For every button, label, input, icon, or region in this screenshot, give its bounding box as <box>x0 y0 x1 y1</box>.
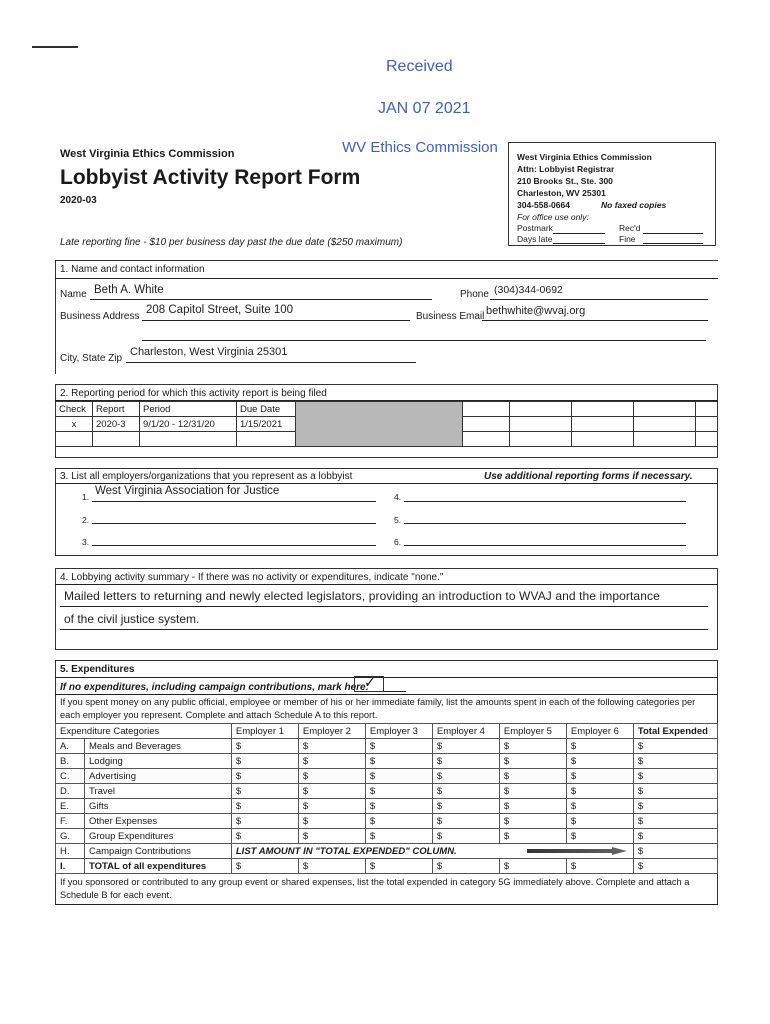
employer-6-line[interactable] <box>404 545 686 546</box>
currency-sign: $ <box>570 755 577 767</box>
total-expended-cell[interactable] <box>633 799 717 814</box>
section-1-heading: 1. Name and contact information <box>60 264 205 275</box>
no-fax-note: No faxed copies <box>601 200 667 210</box>
fine-line <box>643 243 703 244</box>
org-name: West Virginia Ethics Commission <box>60 148 235 160</box>
no-expenditures-label: If no expenditures, including campaign contributions, mark here: <box>60 682 369 693</box>
employer-4-cell[interactable] <box>432 814 499 829</box>
period-blank <box>463 432 510 447</box>
employer-4-cell[interactable] <box>432 829 499 844</box>
employer-1-cell[interactable] <box>231 799 298 814</box>
currency-sign: $ <box>570 740 577 752</box>
currency-sign: $ <box>235 830 242 842</box>
fine-label: Fine <box>619 234 636 244</box>
total-expended[interactable] <box>633 859 717 874</box>
row-label: Campaign Contributions <box>85 844 232 859</box>
employer-5-cell[interactable] <box>499 739 566 754</box>
currency-sign: $ <box>369 860 376 872</box>
campaign-note-text: LIST AMOUNT IN "TOTAL EXPENDED" COLUMN. <box>235 845 457 857</box>
expenditure-row <box>56 769 718 784</box>
currency-sign: $ <box>302 755 309 767</box>
currency-sign: $ <box>570 815 577 827</box>
currency-sign: $ <box>302 800 309 812</box>
employer-6-cell[interactable] <box>566 814 633 829</box>
activity-summary-line-2[interactable]: of the civil justice system. <box>64 612 200 626</box>
redacted-area <box>296 402 463 447</box>
currency-sign: $ <box>637 770 644 782</box>
employer-1-cell[interactable] <box>231 739 298 754</box>
employer-3-cell[interactable] <box>365 799 432 814</box>
employer-2-cell[interactable] <box>298 739 365 754</box>
section-5-bottom <box>55 904 718 905</box>
currency-sign: $ <box>637 845 644 857</box>
late-fine-note: Late reporting fine - $10 per business day past the due date ($250 maximum) <box>60 237 403 248</box>
currency-sign: $ <box>302 830 309 842</box>
address-phone: 304-558-0664 <box>517 200 570 210</box>
section-5-divider <box>55 677 718 678</box>
employer-2-cell[interactable] <box>298 754 365 769</box>
currency-sign: $ <box>503 800 510 812</box>
row-label: Gifts <box>85 799 232 814</box>
total-employer-6[interactable] <box>566 859 633 874</box>
section-3-note: Use additional reporting forms if necessary. <box>484 471 693 482</box>
currency-sign: $ <box>637 755 644 767</box>
currency-sign: $ <box>637 785 644 797</box>
arrow-icon <box>527 847 627 855</box>
city-state-zip-line <box>126 362 416 363</box>
period-report: 2020-3 <box>93 417 140 432</box>
campaign-contributions-row <box>56 844 718 859</box>
address-box <box>508 142 716 246</box>
currency-sign: $ <box>369 785 376 797</box>
total-expended-cell[interactable] <box>633 739 717 754</box>
city-state-zip-label: City, State Zip <box>60 353 123 364</box>
city-state-zip-value[interactable]: Charleston, West Virginia 25301 <box>130 346 288 358</box>
employer-5-num: 5. <box>394 515 402 525</box>
employer-6-cell[interactable] <box>566 769 633 784</box>
period-blank <box>572 402 634 417</box>
period-blank <box>93 432 140 447</box>
currency-sign: $ <box>369 740 376 752</box>
currency-sign: $ <box>235 800 242 812</box>
total-expended-cell[interactable] <box>633 814 717 829</box>
row-letter: I. <box>56 859 85 874</box>
currency-sign: $ <box>369 830 376 842</box>
commission-stamp: WV Ethics Commission <box>342 139 498 156</box>
employer-1-line <box>92 501 376 502</box>
employer-2-cell[interactable] <box>298 814 365 829</box>
currency-sign: $ <box>302 785 309 797</box>
activity-line-2 <box>60 629 708 630</box>
page-title: Lobbyist Activity Report Form <box>60 166 361 189</box>
currency-sign: $ <box>302 860 309 872</box>
row-label: Advertising <box>85 769 232 784</box>
row-letter: E. <box>56 799 85 814</box>
days-late-line <box>553 243 605 244</box>
total-employer-5[interactable] <box>499 859 566 874</box>
name-label: Name <box>60 289 87 300</box>
employer-5-line[interactable] <box>404 523 686 524</box>
col-employer-5: Employer 5 <box>499 724 566 739</box>
currency-sign: $ <box>369 755 376 767</box>
col-categories: Expenditure Categories <box>56 724 232 739</box>
period-blank <box>572 432 634 447</box>
employer-1-num: 1. <box>82 492 90 502</box>
employer-5-cell[interactable] <box>499 814 566 829</box>
row-label: TOTAL of all expenditures <box>85 859 232 874</box>
business-email-value[interactable]: bethwhite@wvaj.org <box>486 305 586 317</box>
section-3-divider <box>55 483 718 484</box>
row-letter: G. <box>56 829 85 844</box>
total-employer-2[interactable] <box>298 859 365 874</box>
currency-sign: $ <box>235 770 242 782</box>
section-1-divider <box>55 278 718 279</box>
total-employer-4[interactable] <box>432 859 499 874</box>
phone-line <box>490 299 708 300</box>
total-row <box>56 859 718 874</box>
received-date-stamp: JAN 07 2021 <box>378 100 471 117</box>
employer-3-num: 3. <box>82 537 90 547</box>
total-expended-cell[interactable] <box>633 754 717 769</box>
currency-sign: $ <box>503 860 510 872</box>
employer-6-cell[interactable] <box>566 784 633 799</box>
address-line-1: West Virginia Ethics Commission <box>517 152 652 162</box>
employer-3-cell[interactable] <box>365 784 432 799</box>
recd-line <box>643 233 703 234</box>
employer-3-cell[interactable] <box>365 754 432 769</box>
period-period: 9/1/20 - 12/31/20 <box>140 417 237 432</box>
recd-label: Rec'd <box>619 223 641 233</box>
total-expended-cell[interactable] <box>633 829 717 844</box>
col-total-expended: Total Expended <box>633 724 717 739</box>
postmark-line <box>553 233 605 234</box>
currency-sign: $ <box>637 740 644 752</box>
expenditure-row <box>56 799 718 814</box>
currency-sign: $ <box>302 740 309 752</box>
employer-4-cell[interactable] <box>432 754 499 769</box>
employer-2-cell[interactable] <box>298 829 365 844</box>
phone-value[interactable]: (304)344-0692 <box>494 284 563 296</box>
row-label: Group Expenditures <box>85 829 232 844</box>
employer-4-line[interactable] <box>404 501 686 502</box>
name-value[interactable]: Beth A. White <box>94 284 164 296</box>
business-address-label: Business Address <box>60 311 140 322</box>
col-employer-2: Employer 2 <box>298 724 365 739</box>
currency-sign: $ <box>503 770 510 782</box>
office-use-label: For office use only: <box>517 212 589 222</box>
group-event-note: If you sponsored or contributed to any group event or shared expenses, list the total expended in category 5G immediately above. Complete and attach a Schedule B for each event. <box>60 877 690 900</box>
row-label: Travel <box>85 784 232 799</box>
row-label: Other Expenses <box>85 814 232 829</box>
period-blank <box>237 432 296 447</box>
row-letter: D. <box>56 784 85 799</box>
row-letter: B. <box>56 754 85 769</box>
period-col-report: Report <box>93 402 140 417</box>
employer-6-cell[interactable] <box>566 739 633 754</box>
expenditure-row <box>56 784 718 799</box>
currency-sign: $ <box>503 815 510 827</box>
period-check[interactable]: x <box>56 417 93 432</box>
employer-2-line[interactable] <box>92 523 376 524</box>
row-label: Meals and Beverages <box>85 739 232 754</box>
employer-3-line[interactable] <box>92 545 376 546</box>
period-blank <box>572 417 634 432</box>
employer-1-cell[interactable] <box>231 814 298 829</box>
currency-sign: $ <box>235 860 242 872</box>
employer-1-value[interactable]: West Virginia Association for Justice <box>95 485 280 497</box>
employer-3-cell[interactable] <box>365 769 432 784</box>
period-blank <box>510 432 572 447</box>
row-letter: F. <box>56 814 85 829</box>
currency-sign: $ <box>235 785 242 797</box>
activity-line-1 <box>60 606 708 607</box>
currency-sign: $ <box>436 830 443 842</box>
business-email-line <box>482 320 708 321</box>
postmark-label: Postmark <box>517 223 553 233</box>
scan-mark <box>32 46 78 48</box>
currency-sign: $ <box>235 755 242 767</box>
employer-4-cell[interactable] <box>432 769 499 784</box>
col-employer-6: Employer 6 <box>566 724 633 739</box>
period-blank <box>696 432 718 447</box>
business-address-line <box>142 320 410 321</box>
currency-sign: $ <box>369 770 376 782</box>
total-employer-1[interactable] <box>231 859 298 874</box>
employer-5-cell[interactable] <box>499 829 566 844</box>
section-2-heading: 2. Reporting period for which this activity report is being filed <box>60 388 327 399</box>
activity-summary-line-1[interactable]: Mailed letters to returning and newly elected legislators, providing an introduction to WVAJ and the importance <box>64 589 660 603</box>
currency-sign: $ <box>436 740 443 752</box>
employer-5-cell[interactable] <box>499 799 566 814</box>
expenditures-header-row <box>56 724 718 739</box>
phone-label: Phone <box>460 289 489 300</box>
row-label: Lodging <box>85 754 232 769</box>
section-3-heading: 3. List all employers/organizations that you represent as a lobbyist <box>60 471 353 482</box>
section-4-divider <box>55 584 718 585</box>
currency-sign: $ <box>503 830 510 842</box>
business-address-value[interactable]: 208 Capitol Street, Suite 100 <box>146 304 294 316</box>
period-blank <box>634 402 696 417</box>
currency-sign: $ <box>570 800 577 812</box>
no-expenditures-check-mark: ✓ <box>364 674 376 690</box>
currency-sign: $ <box>503 785 510 797</box>
col-employer-1: Employer 1 <box>231 724 298 739</box>
currency-sign: $ <box>637 830 644 842</box>
employer-6-cell[interactable] <box>566 754 633 769</box>
currency-sign: $ <box>302 815 309 827</box>
currency-sign: $ <box>503 740 510 752</box>
expenditure-row <box>56 739 718 754</box>
period-blank <box>510 402 572 417</box>
currency-sign: $ <box>436 860 443 872</box>
employer-2-cell[interactable] <box>298 784 365 799</box>
days-late-label: Days late <box>517 234 553 244</box>
col-employer-4: Employer 4 <box>432 724 499 739</box>
employer-4-cell[interactable] <box>432 739 499 754</box>
expenditures-table <box>55 723 718 874</box>
address-line-3: 210 Brooks St., Ste. 300 <box>517 176 613 186</box>
currency-sign: $ <box>436 815 443 827</box>
period-blank <box>510 417 572 432</box>
currency-sign: $ <box>637 800 644 812</box>
currency-sign: $ <box>369 815 376 827</box>
period-col-check: Check <box>56 402 93 417</box>
period-blank <box>696 417 718 432</box>
employer-5-cell[interactable] <box>499 769 566 784</box>
currency-sign: $ <box>302 770 309 782</box>
currency-sign: $ <box>436 755 443 767</box>
period-header-row <box>56 402 718 417</box>
address-line-4: Charleston, WV 25301 <box>517 188 606 198</box>
col-employer-3: Employer 3 <box>365 724 432 739</box>
currency-sign: $ <box>436 785 443 797</box>
form-code: 2020-03 <box>60 195 97 206</box>
total-expended-cell[interactable] <box>633 769 717 784</box>
address-line-2-field <box>142 340 706 341</box>
currency-sign: $ <box>235 740 242 752</box>
currency-sign: $ <box>570 830 577 842</box>
employer-5-cell[interactable] <box>499 754 566 769</box>
total-expended-cell[interactable] <box>633 784 717 799</box>
period-col-due-date: Due Date <box>237 402 296 417</box>
employer-2-num: 2. <box>82 515 90 525</box>
currency-sign: $ <box>369 800 376 812</box>
employer-1-cell[interactable] <box>231 784 298 799</box>
period-blank <box>463 417 510 432</box>
row-letter: A. <box>56 739 85 754</box>
currency-sign: $ <box>637 815 644 827</box>
employer-3-cell[interactable] <box>365 814 432 829</box>
currency-sign: $ <box>637 860 644 872</box>
period-blank <box>463 402 510 417</box>
no-exp-underline <box>384 691 406 692</box>
employer-3-cell[interactable] <box>365 829 432 844</box>
employer-2-cell[interactable] <box>298 769 365 784</box>
expenditure-row <box>56 814 718 829</box>
currency-sign: $ <box>436 770 443 782</box>
period-blank <box>634 417 696 432</box>
row-letter: H. <box>56 844 85 859</box>
total-employer-3[interactable] <box>365 859 432 874</box>
business-email-label: Business Email <box>416 311 485 322</box>
section-4-heading: 4. Lobbying activity summary - If there was no activity or expenditures, indicate "none." <box>60 572 444 583</box>
period-due-date: 1/15/2021 <box>237 417 296 432</box>
employer-1-cell[interactable] <box>231 754 298 769</box>
name-line <box>90 299 432 300</box>
currency-sign: $ <box>570 770 577 782</box>
currency-sign: $ <box>235 815 242 827</box>
employer-1-cell[interactable] <box>231 769 298 784</box>
expenditure-row <box>56 754 718 769</box>
currency-sign: $ <box>570 785 577 797</box>
employer-4-cell[interactable] <box>432 784 499 799</box>
currency-sign: $ <box>570 860 577 872</box>
employer-4-num: 4. <box>394 492 402 502</box>
period-blank <box>634 432 696 447</box>
period-check[interactable] <box>56 432 93 447</box>
section-5-heading: 5. Expenditures <box>60 664 135 675</box>
employer-2-cell[interactable] <box>298 799 365 814</box>
campaign-total[interactable] <box>633 844 717 859</box>
employer-1-cell[interactable] <box>231 829 298 844</box>
campaign-note <box>231 844 633 859</box>
employer-6-cell[interactable] <box>566 799 633 814</box>
expenditure-instructions: If you spent money on any public official, employee or member of his or her immediate family, list the amounts spent in each of the following categories per each employer you represent. Complete and attach Schedule A to this report. <box>60 697 696 720</box>
employer-6-cell[interactable] <box>566 829 633 844</box>
employer-5-cell[interactable] <box>499 784 566 799</box>
section-5-divider-2 <box>55 694 718 695</box>
period-blank <box>140 432 237 447</box>
row-letter: C. <box>56 769 85 784</box>
period-blank <box>696 402 718 417</box>
period-col-period: Period <box>140 402 237 417</box>
address-line-2: Attn: Lobbyist Registrar <box>517 164 615 174</box>
period-table <box>55 401 718 447</box>
currency-sign: $ <box>436 800 443 812</box>
employer-3-cell[interactable] <box>365 739 432 754</box>
expenditure-row <box>56 829 718 844</box>
employer-6-num: 6. <box>394 537 402 547</box>
currency-sign: $ <box>503 755 510 767</box>
employer-4-cell[interactable] <box>432 799 499 814</box>
received-stamp: Received <box>386 58 453 75</box>
